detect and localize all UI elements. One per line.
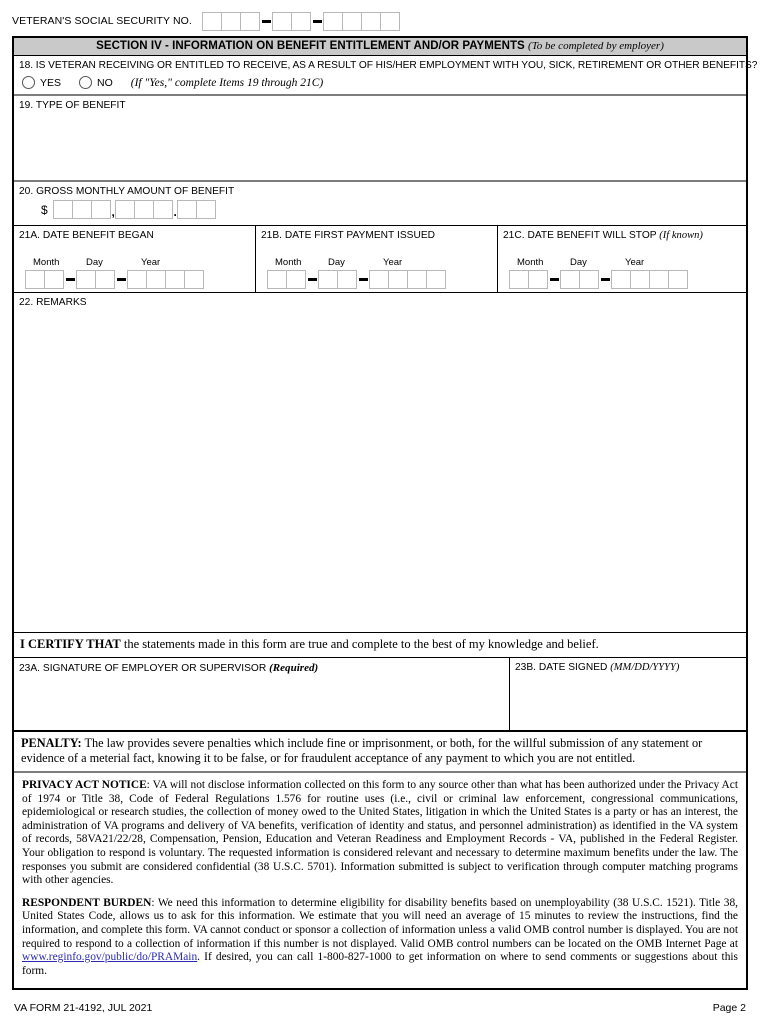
item-18-instruction: (If "Yes," complete Items 19 through 21C) xyxy=(130,76,324,89)
penalty-text: The law provides severe penalties which include fine or imprisonment, or both, for the willful submission of any statement or evidence of a meterial fact, knowing it to be false, or for fraudulent acceptance of any payment to which you are not entitled. xyxy=(21,736,703,765)
item-21c xyxy=(498,226,746,292)
day-label: Day xyxy=(86,257,103,268)
month-cell[interactable] xyxy=(25,270,45,289)
item-21a-label: 21A. DATE BENEFIT BEGAN xyxy=(19,230,154,241)
section-title: SECTION IV - INFORMATION ON BENEFIT ENTITLEMENT AND/OR PAYMENTS xyxy=(96,40,525,52)
month-cell[interactable] xyxy=(267,270,287,289)
decimal-separator: . xyxy=(173,205,177,219)
year-cell[interactable] xyxy=(184,270,204,289)
item-20 xyxy=(14,182,746,226)
amount-cell[interactable] xyxy=(196,200,216,219)
radio-yes[interactable] xyxy=(22,76,35,89)
day-cell[interactable] xyxy=(579,270,599,289)
item-21c-label-text: 21C. DATE BENEFIT WILL STOP xyxy=(503,230,657,241)
privacy-heading: PRIVACY ACT NOTICE xyxy=(22,779,147,791)
ssn-cell[interactable] xyxy=(361,12,381,31)
year-cell[interactable] xyxy=(146,270,166,289)
year-cell[interactable] xyxy=(649,270,669,289)
amount-cell[interactable] xyxy=(153,200,173,219)
page-footer xyxy=(12,990,748,1014)
year-cell[interactable] xyxy=(369,270,389,289)
item-21-row xyxy=(14,226,746,293)
page-number: Page 2 xyxy=(712,1002,746,1015)
form-id: VA FORM 21-4192, JUL 2021 xyxy=(14,1002,153,1015)
item-23-row xyxy=(14,658,746,732)
penalty-notice xyxy=(14,732,746,773)
ssn-label: VETERAN'S SOCIAL SECURITY NO. xyxy=(12,15,192,27)
item-20-amount-group[interactable] xyxy=(19,200,741,219)
item-22-label: 22. REMARKS xyxy=(19,297,87,308)
year-cell[interactable] xyxy=(668,270,688,289)
ssn-cell[interactable] xyxy=(240,12,260,31)
certify-text: the statements made in this form are true and complete to the best of my knowledge and belief. xyxy=(120,637,599,651)
ssn-cell[interactable] xyxy=(272,12,292,31)
form-body xyxy=(12,36,758,990)
item-23b-label xyxy=(515,662,741,673)
certify-lead: I CERTIFY THAT xyxy=(20,637,121,651)
ssn-header-row xyxy=(12,0,748,36)
item-21b-label: 21B. DATE FIRST PAYMENT ISSUED xyxy=(261,230,436,241)
day-cell[interactable] xyxy=(76,270,96,289)
item-18 xyxy=(14,56,758,96)
item-23a-signature[interactable] xyxy=(14,658,510,730)
ssn-cell[interactable] xyxy=(291,12,311,31)
penalty-heading: PENALTY: xyxy=(21,736,82,750)
year-cell[interactable] xyxy=(630,270,650,289)
month-label: Month xyxy=(517,257,544,268)
item-23b-date-signed[interactable] xyxy=(510,658,746,730)
ssn-cell[interactable] xyxy=(221,12,241,31)
item-19[interactable] xyxy=(14,96,746,182)
item-23a-label-text: 23A. SIGNATURE OF EMPLOYER OR SUPERVISOR xyxy=(19,663,270,674)
section-note: (To be completed by employer) xyxy=(528,40,664,52)
day-cell[interactable] xyxy=(318,270,338,289)
year-cell[interactable] xyxy=(426,270,446,289)
day-cell[interactable] xyxy=(560,270,580,289)
year-cell[interactable] xyxy=(388,270,408,289)
respondent-text-before: : We need this information to determine eligibility for disability benefits based on unemployability (38 U.S.C. 1521). Title 38, United States Code, allows us to ask for this information. We estimate that you will need an average of 15 minutes to review the instructions, find the information, and complete this form. VA cannot conduct or sponsor a collection of information unless a valid OMB control number is displayed. You are not required to respond to a collection of information if this number is not displayed. Valid OMB control numbers can be located on the OMB Internet Page at xyxy=(22,896,738,950)
radio-no-label: NO xyxy=(97,76,113,89)
currency-symbol: $ xyxy=(41,202,48,217)
item-23b-label-text: 23B. DATE SIGNED xyxy=(515,662,611,673)
amount-cell[interactable] xyxy=(177,200,197,219)
month-cell[interactable] xyxy=(44,270,64,289)
year-cell[interactable] xyxy=(165,270,185,289)
radio-yes-label: YES xyxy=(40,76,62,89)
item-23b-format: (MM/DD/YYYY) xyxy=(610,662,680,673)
ssn-cell[interactable] xyxy=(323,12,343,31)
certification-statement xyxy=(14,633,746,658)
item-20-label: 20. GROSS MONTHLY AMOUNT OF BENEFIT xyxy=(19,186,235,197)
amount-cell[interactable] xyxy=(72,200,92,219)
item-21b-date-group[interactable] xyxy=(261,270,492,289)
amount-cell[interactable] xyxy=(134,200,154,219)
year-cell[interactable] xyxy=(611,270,631,289)
amount-cell[interactable] xyxy=(115,200,135,219)
month-label: Month xyxy=(275,257,302,268)
day-label: Day xyxy=(328,257,345,268)
year-label: Year xyxy=(625,257,645,268)
privacy-act-notice xyxy=(22,779,738,888)
month-label: Month xyxy=(33,257,60,268)
ssn-cell[interactable] xyxy=(380,12,400,31)
month-cell[interactable] xyxy=(509,270,529,289)
year-cell[interactable] xyxy=(127,270,147,289)
item-22-remarks[interactable] xyxy=(14,293,746,633)
item-21a xyxy=(14,226,256,292)
pramain-link[interactable]: www.reginfo.gov/public/do/PRAMain xyxy=(22,951,198,964)
year-cell[interactable] xyxy=(407,270,427,289)
radio-no[interactable] xyxy=(79,76,92,89)
item-19-label: 19. TYPE OF BENEFIT xyxy=(19,100,126,111)
item-21a-date-group[interactable] xyxy=(19,270,250,289)
month-cell[interactable] xyxy=(528,270,548,289)
item-21b xyxy=(256,226,498,292)
day-label: Day xyxy=(570,257,587,268)
day-cell[interactable] xyxy=(95,270,115,289)
respondent-text-after: . If desired, you can call 1-800-827-1000 to get information on where to send comments or suggestions about this form. xyxy=(22,951,738,977)
month-cell[interactable] xyxy=(286,270,306,289)
item-21c-note: (If known) xyxy=(659,230,703,241)
year-label: Year xyxy=(383,257,403,268)
item-18-options xyxy=(19,76,741,89)
ssn-cell[interactable] xyxy=(342,12,362,31)
item-21c-date-group[interactable] xyxy=(503,270,741,289)
day-cell[interactable] xyxy=(337,270,357,289)
thousands-separator: , xyxy=(111,205,115,219)
item-21b-headers xyxy=(261,257,492,268)
privacy-text: : VA will not disclose information collected on this form to any source other than what has been authorized under the Privacy Act of 1974 or Title 38, Code of Federal Regulations 1.576 for routine uses (i.e., civil or criminal law enforcement, congressional communications, epidemiological or research studies, the collection of money owed to the United States, litigation in which the United States is a party or has an interest, the administration of VA programs and delivery of VA benefits, verification of identity and status, and personnel administration) as identified in the VA system of records, 58VA21/22/28, Compensation, Pension, Education and Veteran Readiness and Employment Records - VA, published in the Federal Register. Your obligation to respond is voluntary. The requested information is considered relevant and necessary to determine maximum benefits under the law. The responses you submit are considered confidential (38 U.S.C. 5701). Information submitted is subject to verification through computer matching programs with other agencies. xyxy=(22,779,738,887)
item-23a-label xyxy=(19,662,504,674)
amount-cell[interactable] xyxy=(91,200,111,219)
section-header xyxy=(14,38,746,56)
amount-cell[interactable] xyxy=(53,200,73,219)
item-18-question: 18. IS VETERAN RECEIVING OR ENTITLED TO RECEIVE, AS A RESULT OF HIS/HER EMPLOYMENT WITH YOU, SICK, RETIREMENT OR OTHER BENEFITS? xyxy=(19,60,758,71)
item-21c-headers xyxy=(503,257,741,268)
item-21a-headers xyxy=(19,257,250,268)
ssn-cell[interactable] xyxy=(202,12,222,31)
respondent-heading: RESPONDENT BURDEN xyxy=(22,896,152,909)
respondent-burden-notice xyxy=(22,897,738,979)
item-23a-required: (Required) xyxy=(269,662,319,674)
year-label: Year xyxy=(141,257,161,268)
ssn-input-group[interactable] xyxy=(202,12,400,31)
legal-notices xyxy=(14,773,746,988)
item-21c-label xyxy=(503,230,741,241)
